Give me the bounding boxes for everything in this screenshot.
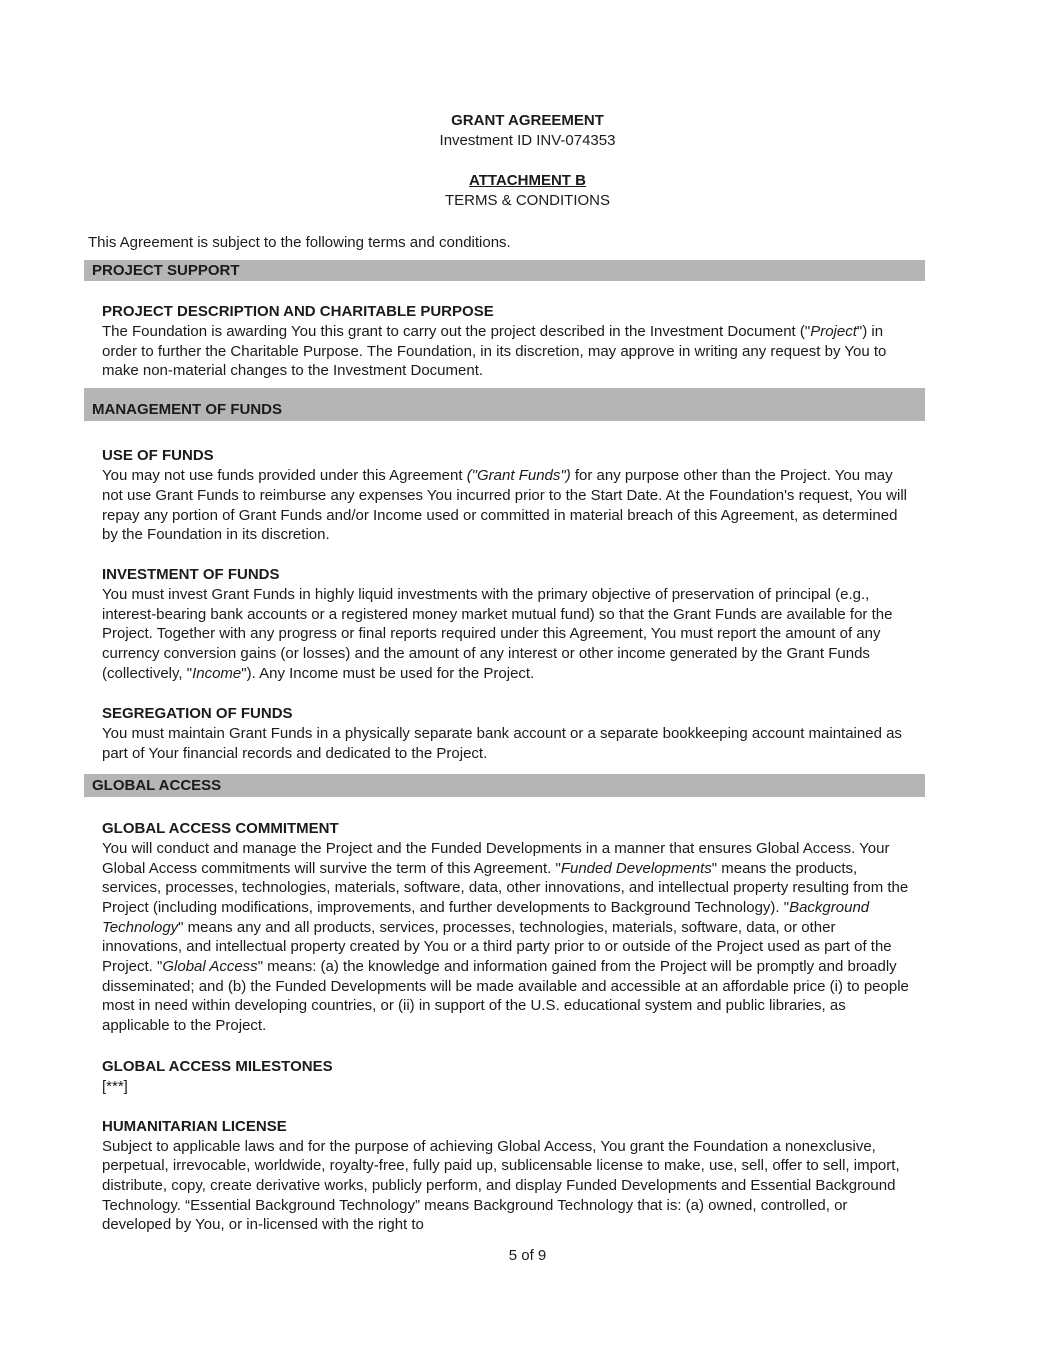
section-bar-global-access xyxy=(84,774,925,797)
subsection-project-description xyxy=(102,302,914,381)
heading-segregation-of-funds: SEGREGATION OF FUNDS xyxy=(102,705,293,723)
paragraph-investment-of-funds: You must invest Grant Funds in highly liquid investments with the primary objective of preservation of principal (e.g., interest-bearing bank accounts or a registered money market mutual fund) so that the Grant Funds are available for the Project. Together with any progress or final reports required under this Agreement, You must report the amount of any currency conversion gains (or losses) and the amount of any interest or other income generated by the Grant Funds (collectively, "Income"). Any Income must be used for the Project. xyxy=(102,585,893,682)
subsection-global-access-milestones xyxy=(102,1057,914,1097)
subsection-global-access-commitment xyxy=(102,819,914,1036)
paragraph-use-of-funds: You may not use funds provided under this Agreement ("Grant Funds") for any purpose other than the Project. You may not use Grant Funds to reimburse any expenses You incurred prior to the Start Date. At the Foundation's request, You will repay any portion of Grant Funds and/or Income used or committed in material breach of this Agreement, as determined by the Foundation in its discretion. xyxy=(102,467,908,544)
subsection-investment-of-funds xyxy=(102,565,914,684)
document-title: GRANT AGREEMENT xyxy=(451,112,604,129)
document-header xyxy=(0,111,1055,211)
paragraph-project-description: The Foundation is awarding You this grant to carry out the project described in the Investment Document ("Project") in order to further the Charitable Purpose. The Foundation, in its discretion, may approve in writing any request by You to make non-material changes to the Investment Document. xyxy=(102,323,887,380)
attachment-title: ATTACHMENT B xyxy=(469,172,586,189)
subsection-humanitarian-license xyxy=(102,1117,914,1236)
intro-text: This Agreement is subject to the following terms and conditions. xyxy=(88,234,511,251)
section-bar-management-of-funds xyxy=(84,388,925,421)
investment-id: Investment ID INV-074353 xyxy=(439,132,616,149)
paragraph-global-access-milestones: [***] xyxy=(102,1077,128,1095)
page-number: 5 of 9 xyxy=(508,1247,547,1265)
section-bar-label: PROJECT SUPPORT xyxy=(92,262,240,279)
attachment-subtitle: TERMS & CONDITIONS xyxy=(444,192,610,209)
subsection-segregation-of-funds xyxy=(102,704,914,763)
section-bar-project-support xyxy=(84,260,925,281)
heading-global-access-commitment: GLOBAL ACCESS COMMITMENT xyxy=(102,819,339,837)
heading-global-access-milestones: GLOBAL ACCESS MILESTONES xyxy=(102,1057,333,1075)
heading-project-description-and-charitable-purpose: PROJECT DESCRIPTION AND CHARITABLE PURPOSE xyxy=(102,303,494,320)
paragraph-global-access-commitment: You will conduct and manage the Project and the Funded Developments in a manner that ensures Global Access. Your Global Access commitments will survive the term of this Agreement. "Funded Developments" means the products, services, processes, technologies, materials, software, data, other innovations, and intellectual property resulting from the Project (including modifications, improvements, and further developments to Background Technology). "Background Technology" means any and all products, services, processes, technologies, materials, software, data, or other innovations, and intellectual property created by You or a third party prior to or outside of the Project used as part of the Project. "Global Access" means: (a) the knowledge and information gained from the Project will be promptly and broadly disseminated; and (b) the Funded Developments will be made available and accessible at an affordable price (i) to people most in need within developing countries, or (ii) in support of the U.S. educational system and public libraries, as applicable to the Project. xyxy=(102,839,909,1035)
paragraph-humanitarian-license: Subject to applicable laws and for the purpose of achieving Global Access, You grant the Foundation a nonexclusive, perpetual, irrevocable, worldwide, royalty-free, fully paid up, sublicensable license to make, use, sell, offer to sell, import, distribute, copy, create derivative works, publicly perform, and display Funded Developments and Essential Background Technology. “Essential Background Technology” means Background Technology that is: (a) owned, controlled, or developed by You, or in-licensed with the right to xyxy=(102,1137,900,1234)
paragraph-segregation-of-funds: You must maintain Grant Funds in a physically separate bank account or a separate bookkeeping account maintained as part of Your financial records and dedicated to the Project. xyxy=(102,725,902,763)
heading-humanitarian-license: HUMANITARIAN LICENSE xyxy=(102,1117,287,1135)
heading-investment-of-funds: INVESTMENT OF FUNDS xyxy=(102,565,280,583)
section-bar-label: GLOBAL ACCESS xyxy=(92,776,222,794)
subsection-use-of-funds xyxy=(102,446,914,545)
heading-use-of-funds: USE OF FUNDS xyxy=(102,447,214,465)
section-bar-label: MANAGEMENT OF FUNDS xyxy=(92,401,282,419)
